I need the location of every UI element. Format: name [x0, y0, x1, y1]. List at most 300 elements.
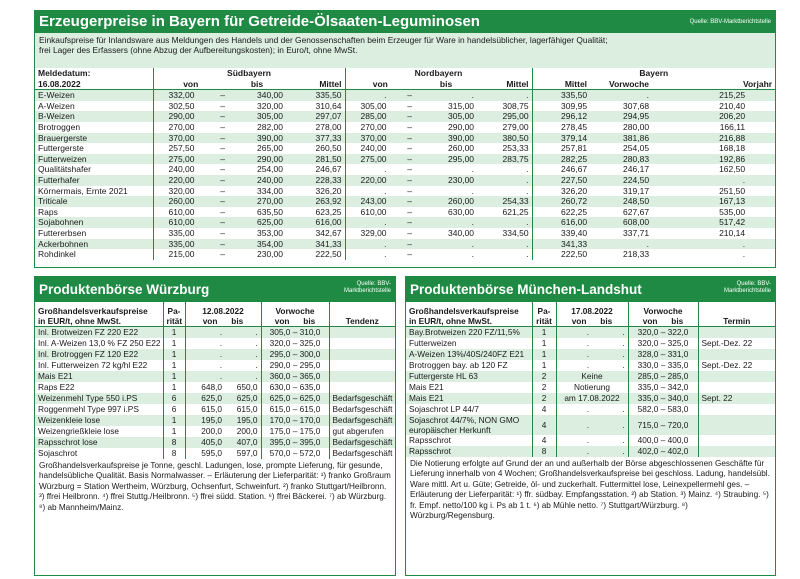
sued-bis: 334,00: [257, 185, 283, 196]
bayern-vorjahr: 192,86: [652, 154, 775, 165]
product-name: Weizengrießkleie lose: [38, 426, 120, 436]
bayern-mittel: 282,25: [532, 154, 590, 165]
bayern-vorwoche: 294,95: [590, 111, 652, 122]
bayern-mittel: 379,14: [532, 133, 590, 144]
sued-bis: 230,00: [257, 249, 283, 260]
sued-bis: 290,00: [228, 154, 286, 165]
sued-von-value: 215,00: [168, 249, 195, 260]
sued-von-value: 335,00: [168, 227, 195, 238]
wuerzburg-head-tendenz: Tendenz: [329, 302, 395, 327]
sued-von: [153, 164, 228, 175]
nord-von: [345, 154, 415, 165]
bayern-mittel: 335,50: [532, 90, 590, 101]
nord-bis: 260,00: [448, 143, 475, 154]
range-dash: –: [407, 206, 413, 217]
bayern-vorwoche: 627,67: [623, 206, 650, 217]
bayern-vorwoche: 280,83: [590, 154, 652, 165]
bayern-mittel: 341,33: [532, 239, 590, 250]
sued-von: [153, 207, 228, 218]
range-dash: –: [407, 100, 413, 111]
nord-mittel: .: [477, 217, 532, 228]
price-von: .: [556, 349, 592, 360]
vorwoche-range: 715,0 – 720,0: [628, 415, 698, 435]
head-sued-bis: bis: [228, 79, 286, 90]
price-von: .: [556, 360, 592, 371]
bayern-vorjahr: 210,40: [719, 100, 746, 111]
bayern-header-bar: [35, 11, 775, 33]
sued-von-value: 270,00: [168, 121, 195, 132]
wuerzburg-head-date: [185, 302, 261, 327]
bayern-vorwoche: .: [590, 90, 652, 101]
paritaet: 6: [163, 404, 185, 415]
paritaet: 1: [163, 426, 185, 437]
product-name: Inl. A-Weizen 13,0 % FZ 250 E22: [38, 338, 161, 348]
product-name: Brotroggen bay. ab 120 FZ: [409, 360, 508, 370]
bayern-source: Quelle: BBV-Marktberichtstelle: [689, 19, 771, 25]
sued-bis: 390,00: [228, 133, 286, 144]
product-name: Sojabohnen: [35, 217, 153, 228]
termin: Sept.-Dez. 22: [698, 338, 775, 349]
paritaet: 2: [532, 371, 556, 382]
sued-bis: 305,00: [228, 111, 286, 122]
nord-mittel: .: [477, 239, 532, 250]
sued-von-value: 370,00: [168, 132, 195, 143]
range-dash: –: [407, 164, 413, 175]
price-bis: .: [225, 349, 261, 360]
nord-von-value: .: [384, 238, 387, 249]
head-sued-von: von: [153, 79, 228, 90]
muenchen-head-paritaet-line: Pa-: [537, 306, 551, 316]
sued-von: [153, 111, 228, 122]
wuerzburg-head-date-value: 12.08.2022: [202, 306, 244, 316]
bayern-vorjahr: 206,20: [652, 111, 775, 122]
tendenz: [329, 338, 395, 349]
price-von: .: [556, 404, 592, 415]
wuerzburg-body: [35, 327, 395, 460]
range-dash: –: [407, 196, 413, 207]
nord-von: [345, 122, 415, 133]
range-dash: –: [407, 174, 413, 185]
head-nord-von: von: [345, 79, 415, 90]
bayern-vorwoche: 224,50: [590, 175, 652, 186]
product-name: Futtererbsen: [38, 227, 87, 238]
price-bis: 200,0: [236, 426, 258, 436]
wuerzburg-head-von-bis: [189, 317, 258, 327]
sued-von-value: 302,50: [168, 100, 195, 111]
nord-von: [345, 228, 415, 239]
nord-mittel: 380,50: [477, 133, 532, 144]
sued-von-value: 257,50: [168, 143, 195, 154]
bayern-vorwoche: 319,17: [623, 185, 650, 196]
table-row: [35, 217, 775, 228]
termin: [698, 382, 775, 393]
range-dash: –: [220, 153, 225, 164]
price-bis: .: [225, 327, 261, 339]
vorwoche-range: 330,0 – 335,0: [628, 360, 698, 371]
price-bis: .: [225, 371, 261, 382]
range-dash: –: [220, 174, 225, 185]
tendenz: [329, 382, 395, 393]
product-name: Futterhafer: [35, 175, 153, 186]
sued-mittel: 278,00: [315, 121, 342, 132]
bayern-mittel: 616,00: [532, 217, 590, 228]
product-name: Raps E22: [38, 382, 75, 392]
bayern-vorwoche: 248,50: [590, 196, 652, 207]
paritaet: 8: [163, 437, 185, 448]
sued-von-value: 240,00: [168, 164, 195, 175]
range-dash: –: [220, 121, 225, 132]
nord-bis: 305,00: [415, 111, 477, 122]
price-note: Notierung: [556, 382, 628, 393]
bayern-mittel: 257,81: [532, 143, 590, 154]
nord-von: [345, 101, 415, 112]
price-von: .: [556, 338, 592, 349]
sued-bis: 240,00: [228, 175, 286, 186]
table-row: [35, 239, 775, 250]
vorwoche-range: 320,0 – 325,0: [628, 338, 698, 349]
paritaet: 1: [532, 360, 556, 371]
bayern-vorjahr: 517,42: [652, 217, 775, 228]
sued-mittel: 377,33: [286, 133, 345, 144]
nord-mittel: 254,33: [477, 196, 532, 207]
termin: [698, 371, 775, 382]
nord-von-value: 270,00: [360, 121, 387, 132]
product-name: Futterweizen: [409, 338, 457, 348]
table-row: [35, 360, 395, 371]
bayern-vorwoche: .: [590, 239, 652, 250]
sued-von: [153, 228, 228, 239]
range-dash: –: [407, 249, 413, 260]
range-dash: –: [220, 100, 225, 111]
range-dash: –: [407, 90, 413, 101]
paritaet: 1: [532, 338, 556, 349]
tendenz: Bedarfsgeschäft: [329, 448, 395, 459]
table-row: [35, 382, 395, 393]
nord-von-value: 370,00: [360, 132, 387, 143]
wuerzburg-source-line: Quelle: BBV-: [356, 281, 391, 287]
vorwoche-range: 400,0 – 400,0: [628, 435, 698, 446]
price-von: 405,0: [185, 437, 225, 448]
head-nord-bis: bis: [415, 79, 477, 90]
product-name: Bay.Brotweizen 220 FZ/11,5%: [406, 327, 532, 339]
sued-von: [153, 186, 228, 197]
wuerzburg-head-product-line: Großhandelsverkaufspreise: [38, 306, 148, 316]
range-dash: –: [220, 143, 225, 154]
wuerzburg-title: Produktenbörse Würzburg: [39, 282, 210, 297]
muenchen-head-product-line: Großhandelsverkaufspreise: [409, 306, 519, 316]
product-name: Mais E21: [35, 371, 163, 382]
bayern-mittel: 222,50: [532, 249, 590, 260]
sued-bis: 340,00: [228, 90, 286, 101]
price-von: 595,0: [185, 448, 225, 459]
range-dash: –: [220, 132, 225, 143]
nord-von: [345, 239, 415, 250]
bayern-vorwoche: 608,00: [590, 217, 652, 228]
sued-von-value: 275,00: [168, 153, 195, 164]
nord-bis: .: [415, 217, 477, 228]
bayern-panel: [34, 10, 776, 268]
product-name: Körnermais, Ernte 2021: [38, 185, 128, 196]
nord-von-value: .: [384, 217, 387, 228]
nord-von-value: .: [384, 249, 387, 260]
muenchen-panel: [405, 276, 776, 576]
table-row: [35, 393, 395, 404]
bayern-vorjahr: 162,50: [719, 164, 746, 175]
sued-mittel: 341,33: [286, 239, 345, 250]
bayern-vorjahr: .: [652, 175, 775, 186]
table-row: [35, 338, 395, 349]
price-bis: .: [255, 338, 258, 348]
sued-mittel: 263,92: [286, 196, 345, 207]
wuerzburg-head-vorwoche: [261, 302, 329, 327]
head-suedbayern: Südbayern: [153, 68, 345, 79]
paritaet: 4: [532, 415, 556, 435]
nord-bis: 390,00: [415, 133, 477, 144]
product-name: Mais E21: [409, 382, 444, 392]
nord-mittel: .: [526, 164, 529, 175]
bayern-vorwoche: 381,86: [590, 133, 652, 144]
table-row: [35, 90, 775, 101]
bayern-head-row-2: [35, 79, 775, 90]
bayern-mittel: 339,40: [532, 228, 590, 239]
bayern-head-row-1: [35, 68, 775, 79]
vorwoche-range: 582,0 – 583,0: [628, 404, 698, 415]
sued-von: [153, 101, 228, 112]
sued-von: [153, 217, 228, 228]
termin: [698, 404, 775, 415]
head-bay-vorwoche: Vorwoche: [590, 79, 652, 90]
sued-bis: 265,00: [257, 143, 283, 154]
nord-mittel: 253,33: [502, 143, 529, 154]
vorwoche-range: 625,0 – 625,0: [261, 393, 329, 404]
price-bis: 407,0: [225, 437, 261, 448]
product-name: Futtergerste HL 63: [406, 371, 532, 382]
paritaet: 1: [163, 382, 185, 393]
sued-von: [153, 143, 228, 154]
nord-bis: .: [471, 164, 475, 175]
product-name: Futtergerste: [38, 143, 84, 154]
paritaet: 1: [532, 349, 556, 360]
sued-mittel: 281,50: [286, 154, 345, 165]
nord-mittel: 334,50: [502, 227, 529, 238]
muenchen-head-von-bis: [560, 317, 625, 327]
head-bay-mittel: Mittel: [532, 79, 590, 90]
bayern-table: [35, 68, 775, 260]
range-dash: –: [407, 132, 413, 143]
muenchen-source: [724, 281, 771, 295]
muenchen-head-vw-von-bis: von bis: [642, 315, 684, 326]
bayern-mittel: 326,20: [532, 186, 590, 197]
nord-von: [345, 164, 415, 175]
sued-mittel: 222,50: [315, 249, 342, 260]
muenchen-head-row: [406, 302, 775, 327]
nord-von-value: 610,00: [360, 206, 387, 217]
nord-mittel: .: [477, 175, 532, 186]
sued-von-value: 332,00: [168, 90, 195, 101]
paritaet: 1: [163, 327, 185, 339]
muenchen-body: [406, 327, 775, 458]
sued-mittel: 326,20: [315, 185, 342, 196]
nord-bis: 315,00: [448, 100, 475, 111]
product-name: Weizenkleie lose: [35, 415, 163, 426]
product-name: Brotroggen: [38, 121, 81, 132]
product-name: Inl. Futterweizen 72 kg/hl E22: [38, 360, 148, 370]
nord-mittel: 308,75: [502, 100, 529, 111]
nord-von-value: 220,00: [360, 174, 387, 185]
range-dash: –: [220, 164, 225, 175]
bayern-vorjahr: 215,25: [652, 90, 775, 101]
bayern-vorjahr: .: [742, 249, 746, 260]
product-name: Sojaschrot 44/7%, NON GMO europäischer Herkunft: [406, 415, 532, 435]
price-bis: .: [592, 446, 628, 457]
table-row: [406, 360, 775, 371]
wuerzburg-head-paritaet-line: Pa-: [167, 306, 181, 316]
sued-von-value: 290,00: [168, 111, 195, 122]
muenchen-source-line: Quelle: BBV-: [736, 281, 771, 287]
vorwoche-range: 290,0 – 295,0: [261, 360, 329, 371]
nord-von-value: .: [384, 90, 387, 101]
bayern-vorwoche: 280,00: [623, 121, 650, 132]
sued-von: [153, 154, 228, 165]
nord-von: [345, 111, 415, 122]
table-row: [406, 382, 775, 393]
sued-von-value: 220,00: [168, 174, 195, 185]
table-row: [35, 349, 395, 360]
paritaet: 2: [532, 382, 556, 393]
table-row: [406, 435, 775, 446]
price-von: .: [185, 338, 225, 349]
bayern-vorjahr: 168,18: [719, 143, 746, 154]
bayern-vorwoche: 218,33: [623, 249, 650, 260]
product-name: Ackerbohnen: [35, 239, 153, 250]
vorwoche-range: 360,0 – 365,0: [261, 371, 329, 382]
tendenz: Bedarfsgeschäft: [329, 415, 395, 426]
nord-mittel: 283,75: [477, 154, 532, 165]
muenchen-head-paritaet-line: rität: [536, 315, 552, 326]
table-row: [406, 404, 775, 415]
price-bis: .: [592, 349, 628, 360]
product-name: Futterweizen: [35, 154, 153, 165]
nord-von: [345, 143, 415, 154]
product-name: Weizenmehl Type 550 i.PS: [35, 393, 163, 404]
range-dash: –: [220, 249, 225, 260]
vorwoche-range: 630,0 – 635,0: [261, 382, 329, 393]
bayern-mittel: 260,72: [532, 196, 590, 207]
price-bis: .: [622, 338, 625, 348]
sued-mittel: 297,07: [286, 111, 345, 122]
nord-von-value: .: [384, 164, 387, 175]
price-von: 195,0: [185, 415, 225, 426]
tendenz: Bedarfsgeschäft: [329, 393, 395, 404]
range-dash: –: [220, 111, 225, 122]
product-name: Brauergerste: [35, 133, 153, 144]
bayern-vorwoche: 254,05: [623, 143, 650, 154]
price-bis: 650,0: [236, 382, 258, 392]
table-row: [35, 249, 775, 260]
termin: Sept.-Dez. 22: [698, 360, 775, 371]
sued-bis: 282,00: [257, 121, 283, 132]
table-row: [35, 122, 775, 133]
vorwoche-range: 328,0 – 331,0: [628, 349, 698, 360]
sued-bis: 354,00: [228, 239, 286, 250]
range-dash: –: [407, 111, 413, 122]
muenchen-head-date-value: 17.08.2022: [571, 306, 613, 316]
bayern-mittel: 278,45: [532, 122, 590, 133]
muenchen-head-vorwoche: [628, 302, 698, 327]
muenchen-head-product: [406, 302, 532, 327]
vorwoche-range: 170,0 – 170,0: [261, 415, 329, 426]
wuerzburg-head-paritaet-line: rität: [166, 315, 183, 326]
sued-von-value: 320,00: [168, 185, 195, 196]
nord-mittel: .: [526, 185, 529, 196]
vorwoche-range: 320,0 – 322,0: [628, 327, 698, 339]
nord-mittel: .: [477, 90, 532, 101]
product-name: Rapsschrot: [409, 435, 451, 445]
price-von: .: [185, 327, 225, 339]
table-row: [35, 196, 775, 207]
range-dash: –: [407, 185, 413, 196]
table-row: [406, 327, 775, 339]
sued-mittel: 228,33: [286, 175, 345, 186]
table-row: [35, 404, 395, 415]
range-dash: –: [407, 121, 413, 132]
table-row: [35, 164, 775, 175]
sued-von: [153, 239, 228, 250]
table-row: [406, 446, 775, 457]
nord-von: [345, 175, 415, 186]
paritaet: 1: [163, 415, 185, 426]
vorwoche-range: 615,0 – 615,0: [261, 404, 329, 415]
nord-von-value: 285,00: [360, 111, 387, 122]
table-row: [35, 437, 395, 448]
muenchen-header-bar: [406, 277, 775, 302]
table-row: [35, 186, 775, 197]
vorwoche-range: 320,0 – 325,0: [261, 338, 329, 349]
price-bis: 597,0: [236, 448, 258, 458]
sued-bis: 635,50: [257, 206, 283, 217]
table-row: [35, 207, 775, 218]
wuerzburg-head-row: [35, 302, 395, 327]
head-sued-mittel: Mittel: [286, 79, 345, 90]
sued-bis: 625,00: [228, 217, 286, 228]
vorwoche-range: 402,0 – 402,0: [628, 446, 698, 457]
nord-mittel: .: [526, 249, 529, 260]
bayern-mittel: 246,67: [532, 164, 590, 175]
wuerzburg-head-von: von: [202, 315, 218, 326]
wuerzburg-head-vw-von-bis: von bis: [274, 315, 316, 326]
wuerzburg-head-product-line: in EUR/t, ohne MwSt.: [38, 315, 121, 326]
meldedatum-value: 16.08.2022: [35, 79, 153, 90]
paritaet: 2: [532, 393, 556, 404]
nord-bis: .: [415, 239, 477, 250]
product-name: Inl. Brotweizen FZ 220 E22: [35, 327, 163, 339]
sued-mittel: 246,67: [315, 164, 342, 175]
sued-bis: 254,00: [257, 164, 283, 175]
muenchen-head-bis: bis: [600, 315, 613, 326]
nord-bis: 290,00: [448, 121, 475, 132]
sued-mittel: 260,50: [315, 143, 342, 154]
vorwoche-range: 305,0 – 310,0: [261, 327, 329, 339]
range-dash: –: [407, 217, 413, 228]
price-bis: .: [592, 327, 628, 339]
price-von: 615,0: [185, 404, 225, 415]
bayern-vorjahr: 166,11: [719, 121, 746, 132]
vorwoche-range: 175,0 – 175,0: [261, 426, 329, 437]
muenchen-source-line: Marktberichtstelle: [723, 288, 771, 294]
range-dash: –: [220, 206, 225, 217]
nord-mittel: 295,00: [477, 111, 532, 122]
tendenz: Bedarfsgeschäft: [329, 437, 395, 448]
